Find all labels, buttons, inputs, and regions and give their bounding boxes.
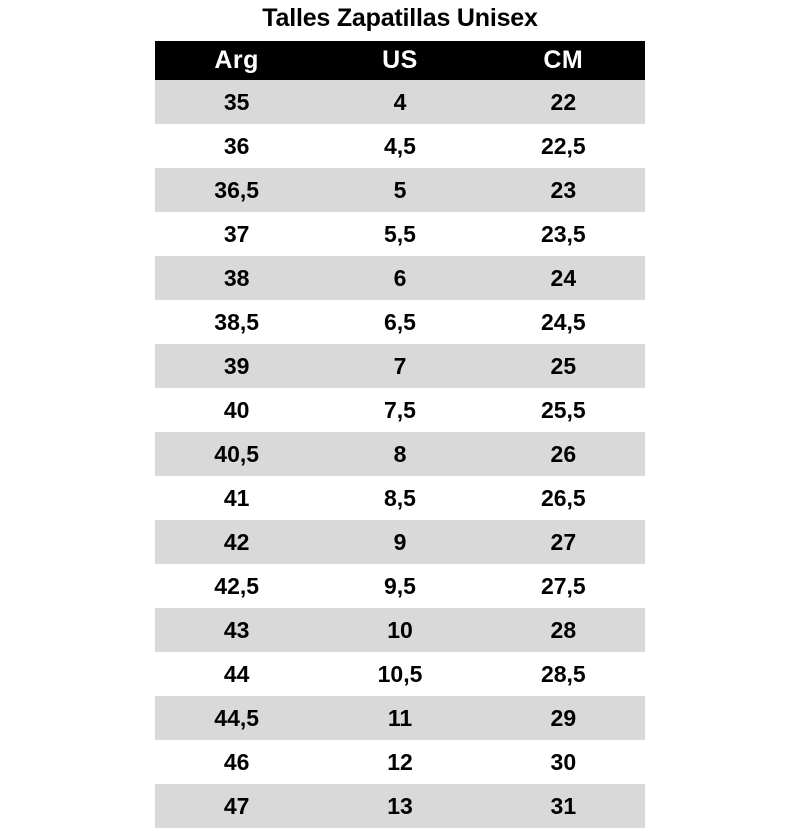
cell-arg: 43 <box>155 608 318 652</box>
cell-cm: 24,5 <box>482 300 645 344</box>
cell-us: 7 <box>318 344 481 388</box>
cell-cm: 24 <box>482 256 645 300</box>
cell-arg: 40 <box>155 388 318 432</box>
size-table-wrapper <box>155 41 645 828</box>
cell-cm: 27 <box>482 520 645 564</box>
cell-us: 10,5 <box>318 652 481 696</box>
cell-arg: 38,5 <box>155 300 318 344</box>
table-row <box>155 212 645 256</box>
cell-us: 4 <box>318 80 481 124</box>
table-row <box>155 608 645 652</box>
cell-cm: 27,5 <box>482 564 645 608</box>
cell-us: 11 <box>318 696 481 740</box>
cell-cm: 22,5 <box>482 124 645 168</box>
cell-arg: 46 <box>155 740 318 784</box>
cell-cm: 29 <box>482 696 645 740</box>
table-row <box>155 432 645 476</box>
cell-us: 12 <box>318 740 481 784</box>
cell-cm: 31 <box>482 784 645 828</box>
table-row <box>155 520 645 564</box>
size-table <box>155 41 645 828</box>
cell-us: 6,5 <box>318 300 481 344</box>
cell-arg: 40,5 <box>155 432 318 476</box>
cell-cm: 26 <box>482 432 645 476</box>
cell-us: 5,5 <box>318 212 481 256</box>
table-header-row <box>155 41 645 80</box>
column-header-cm: CM <box>482 41 645 80</box>
table-head <box>155 41 645 80</box>
cell-us: 10 <box>318 608 481 652</box>
table-row <box>155 652 645 696</box>
table-row <box>155 344 645 388</box>
cell-cm: 22 <box>482 80 645 124</box>
cell-arg: 36 <box>155 124 318 168</box>
cell-us: 6 <box>318 256 481 300</box>
cell-arg: 42,5 <box>155 564 318 608</box>
table-body <box>155 80 645 828</box>
table-row <box>155 124 645 168</box>
cell-us: 4,5 <box>318 124 481 168</box>
cell-cm: 30 <box>482 740 645 784</box>
cell-us: 13 <box>318 784 481 828</box>
cell-us: 9 <box>318 520 481 564</box>
table-row <box>155 80 645 124</box>
cell-cm: 28 <box>482 608 645 652</box>
cell-arg: 44 <box>155 652 318 696</box>
page-title: Talles Zapatillas Unisex <box>262 4 538 32</box>
table-row <box>155 740 645 784</box>
table-row <box>155 696 645 740</box>
table-row <box>155 476 645 520</box>
cell-us: 8 <box>318 432 481 476</box>
cell-cm: 25,5 <box>482 388 645 432</box>
table-row <box>155 388 645 432</box>
cell-us: 5 <box>318 168 481 212</box>
cell-arg: 38 <box>155 256 318 300</box>
cell-arg: 41 <box>155 476 318 520</box>
column-header-us: US <box>318 41 481 80</box>
cell-cm: 28,5 <box>482 652 645 696</box>
table-row <box>155 564 645 608</box>
table-row <box>155 256 645 300</box>
cell-cm: 23 <box>482 168 645 212</box>
cell-arg: 37 <box>155 212 318 256</box>
table-row <box>155 300 645 344</box>
table-row <box>155 168 645 212</box>
cell-cm: 25 <box>482 344 645 388</box>
cell-cm: 23,5 <box>482 212 645 256</box>
cell-arg: 36,5 <box>155 168 318 212</box>
cell-arg: 39 <box>155 344 318 388</box>
cell-arg: 42 <box>155 520 318 564</box>
cell-us: 7,5 <box>318 388 481 432</box>
cell-arg: 44,5 <box>155 696 318 740</box>
cell-us: 9,5 <box>318 564 481 608</box>
cell-us: 8,5 <box>318 476 481 520</box>
table-row <box>155 784 645 828</box>
cell-arg: 47 <box>155 784 318 828</box>
cell-arg: 35 <box>155 80 318 124</box>
column-header-arg: Arg <box>155 41 318 80</box>
cell-cm: 26,5 <box>482 476 645 520</box>
